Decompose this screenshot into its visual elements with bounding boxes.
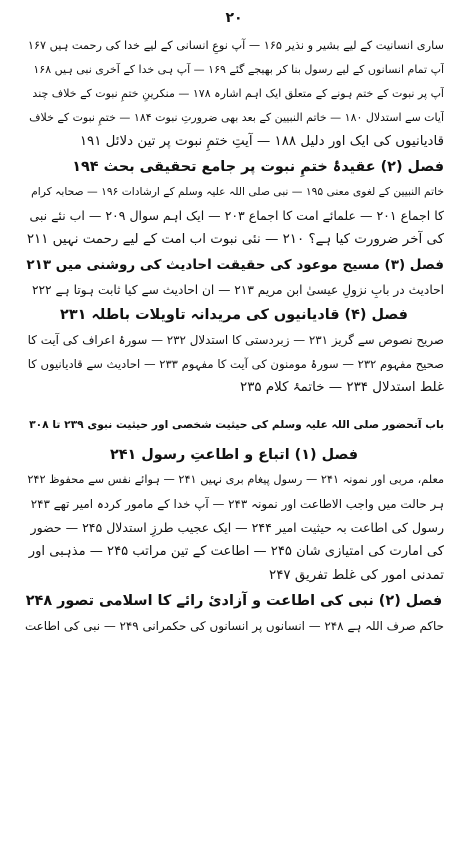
- toc-line: تمدنی امور کی غلط تفریق ۲۴۷: [269, 568, 444, 583]
- toc-line: صحیح مفہوم ۲۳۲ — سورۂ مومنون کی آیت کا مفہوم ۲۳۳ — احادیث سے قادیانیوں کا: [27, 357, 444, 371]
- toc-line: ہر حالت میں واجب الاطاعت اور نمونہ ۲۴۳ — آپ خدا کے مامور کردہ امیر تھے ۲۴۳: [30, 497, 444, 511]
- toc-line: رسول کی اطاعت بہ حیثیت امیر ۲۴۴ — ایک عجیب طرزِ استدلال ۲۴۵ — حضور: [30, 520, 444, 535]
- toc-line: احادیث در بابِ نزولِ عیسیٰ ابن مریم ۲۱۳ — ان احادیث سے کیا ثابت ہوتا ہے ۲۲۲: [31, 283, 444, 297]
- toc-line: ساری انسانیت کے لیے بشیر و نذیر ۱۶۵ — آپ نوعِ انسانی کے لیے خدا کی رحمت ہیں ۱۶۷: [27, 39, 444, 52]
- toc-line: خاتم النبیین کے لغوی معنی ۱۹۵ — نبی صلی اللہ علیہ وسلم کے ارشادات ۱۹۶ — صحابہ کرام: [31, 185, 444, 198]
- section-heading: فصل (۲) عقیدۂ ختمِ نبوت پر جامع تحقیقی بحث ۱۹۴: [72, 159, 444, 175]
- toc-line: کا اجماع ۲۰۱ — علمائے امت کا اجماع ۲۰۳ — ایک اہم سوال ۲۰۹ — اب نئے نبی: [29, 208, 444, 223]
- table-of-contents: [24, 34, 444, 638]
- chapter-heading: باب آنحضور صلی اللہ علیہ وسلم کی حیثیت شخصی اور حیثیت نبوی ۲۳۹ تا ۳۰۸: [29, 418, 444, 431]
- page-number: ۲۰: [225, 10, 243, 26]
- toc-line: حاکم صرف اللہ ہے ۲۴۸ — انسانوں پر انسانوں کی حکمرانی ۲۴۹ — نبی کی اطاعت: [24, 619, 444, 633]
- section-heading: فصل (۳) مسیح موعود کی حقیقت احادیث کی روشنی میں ۲۱۳: [26, 257, 444, 273]
- toc-line: آپ تمام انسانوں کے لیے رسول بنا کر بھیجے گئے ۱۶۹ — آپ ہی خدا کے آخری نبی ہیں ۱۶۸: [33, 63, 444, 76]
- toc-line: معلم، مربی اور نمونہ ۲۴۱ — رسول پیغام بری نہیں ۲۴۱ — ہوائے نفس سے محفوظ ۲۴۲: [27, 473, 444, 486]
- section-heading: فصل (۱) اتباع و اطاعتِ رسول ۲۴۱: [109, 447, 359, 463]
- toc-line: کی آخر ضرورت کیا ہے؟ ۲۱۰ — نئی نبوت اب امت کے لیے رحمت نہیں ۲۱۱: [26, 232, 444, 247]
- toc-line: آپ پر نبوت کے ختم ہونے کے متعلق ایک اہم اشارہ ۱۷۸ — منکرینِ ختمِ نبوت کے خلاف چند: [32, 87, 444, 100]
- toc-line: غلط استدلال ۲۳۴ — خاتمۂ کلام ۲۳۵: [240, 380, 444, 395]
- toc-line: کی امارت کی امتیازی شان ۲۴۵ — اطاعت کے تین مراتب ۲۴۵ — مذہبی اور: [28, 544, 444, 559]
- toc-line: صریح نصوص سے گریز ۲۳۱ — زبردستی کا استدلال ۲۳۲ — سورۂ اعراف کی آیت کا: [27, 333, 444, 347]
- section-heading: فصل (۲) نبی کی اطاعت و آزادیٔ رائے کا اسلامی تصور ۲۴۸: [25, 593, 443, 609]
- toc-line: قادیانیوں کی ایک اور دلیل ۱۸۸ — آیتِ ختمِ نبوت پر تین دلائل ۱۹۱: [79, 134, 444, 149]
- section-heading: فصل (۴) قادیانیوں کی مریدانہ تاویلات باطلہ ۲۳۱: [60, 307, 408, 323]
- toc-line: آیات سے استدلال ۱۸۰ — خاتم النبیین کے بعد بھی ضرورتِ نبوت ۱۸۴ — ختمِ نبوت کے خلاف: [29, 111, 444, 124]
